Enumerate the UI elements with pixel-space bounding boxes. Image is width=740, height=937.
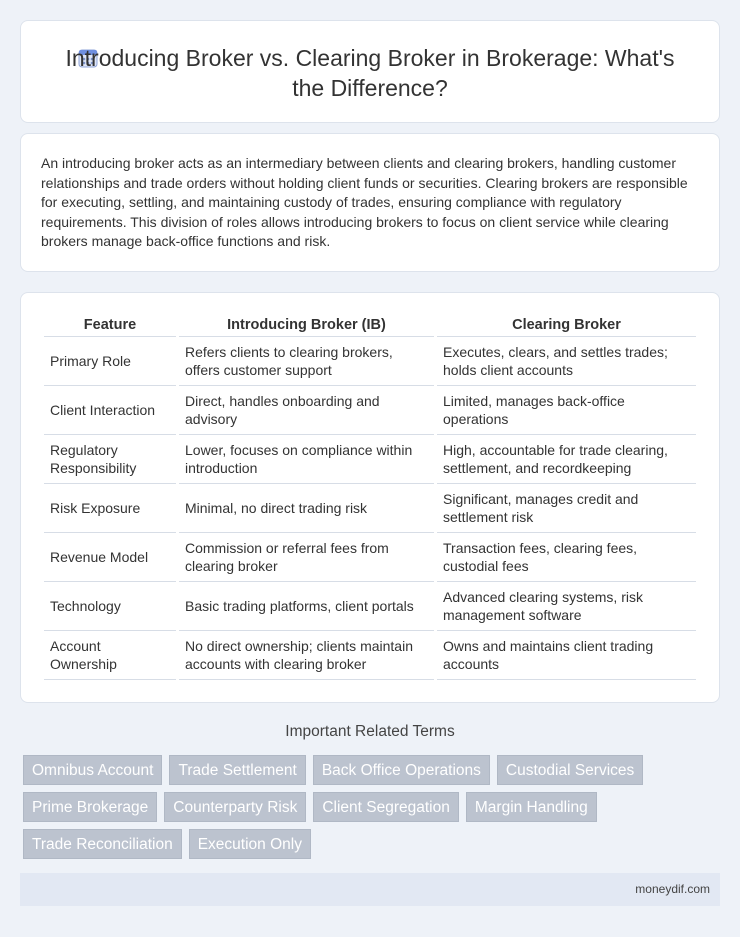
tag-counterparty-risk[interactable]: Counterparty Risk: [164, 792, 306, 822]
table-row: [44, 484, 696, 533]
table-row: [44, 582, 696, 631]
intro-paragraph: An introducing broker acts as an intermediary between clients and clearing brokers, handling customer relationships and trade orders without holding client funds or securities. Clearing brokers are responsible for executing, settling, and maintaining custody of trades, ensuring compliance with regulatory requirements. This division of roles allows introducing brokers to focus on client service while clearing brokers manage back-office functions and risk.: [41, 155, 688, 249]
related-terms-title: Important Related Terms: [285, 723, 455, 740]
table-row: [44, 337, 696, 386]
related-terms-list: [23, 755, 723, 859]
tag-custodial-services[interactable]: Custodial Services: [497, 755, 643, 785]
cb-cell: Owns and maintains client trading accounts: [437, 631, 696, 680]
cb-cell: High, accountable for trade clearing, settlement, and recordkeeping: [437, 435, 696, 484]
ib-cell: Minimal, no direct trading risk: [179, 484, 434, 533]
feature-cell: Revenue Model: [44, 533, 176, 582]
comparison-table: [41, 315, 699, 680]
tag-trade-settlement[interactable]: Trade Settlement: [169, 755, 305, 785]
tag-omnibus-account[interactable]: Omnibus Account: [23, 755, 162, 785]
cb-cell: Limited, manages back-office operations: [437, 386, 696, 435]
table-row: [44, 533, 696, 582]
table-header-row: [44, 315, 696, 337]
ib-cell: Lower, focuses on compliance within introduction: [179, 435, 434, 484]
tag-client-segregation[interactable]: Client Segregation: [313, 792, 459, 822]
table-row: [44, 386, 696, 435]
ib-cell: Basic trading platforms, client portals: [179, 582, 434, 631]
footer-site[interactable]: moneydif.com: [635, 882, 710, 896]
page-title: Introducing Broker vs. Clearing Broker in Brokerage: What's the Difference?: [65, 45, 675, 101]
feature-cell: Client Interaction: [44, 386, 176, 435]
feature-cell: Primary Role: [44, 337, 176, 386]
table-row: [44, 435, 696, 484]
ib-cell: Direct, handles onboarding and advisory: [179, 386, 434, 435]
feature-cell: Account Ownership: [44, 631, 176, 680]
comparison-card: [20, 292, 720, 703]
intro-card: [20, 133, 720, 272]
ib-cell: Refers clients to clearing brokers, offers customer support: [179, 337, 434, 386]
tag-prime-brokerage[interactable]: Prime Brokerage: [23, 792, 157, 822]
cb-cell: Executes, clears, and settles trades; holds client accounts: [437, 337, 696, 386]
cb-cell: Transaction fees, clearing fees, custodial fees: [437, 533, 696, 582]
tag-margin-handling[interactable]: Margin Handling: [466, 792, 597, 822]
tag-execution-only[interactable]: Execution Only: [189, 829, 311, 859]
cb-cell: Advanced clearing systems, risk management software: [437, 582, 696, 631]
feature-cell: Regulatory Responsibility: [44, 435, 176, 484]
feature-cell: Risk Exposure: [44, 484, 176, 533]
header-introducing-broker: Introducing Broker (IB): [179, 315, 434, 337]
ib-cell: No direct ownership; clients maintain accounts with clearing broker: [179, 631, 434, 680]
feature-cell: Technology: [44, 582, 176, 631]
table-row: [44, 631, 696, 680]
tag-trade-reconciliation[interactable]: Trade Reconciliation: [23, 829, 182, 859]
ib-cell: Commission or referral fees from clearing broker: [179, 533, 434, 582]
cb-cell: Significant, manages credit and settlement risk: [437, 484, 696, 533]
tag-back-office-operations[interactable]: Back Office Operations: [313, 755, 490, 785]
header-feature: Feature: [44, 315, 176, 337]
header-clearing-broker: Clearing Broker: [437, 315, 696, 337]
footer: [20, 873, 720, 906]
title-card: [20, 20, 720, 123]
